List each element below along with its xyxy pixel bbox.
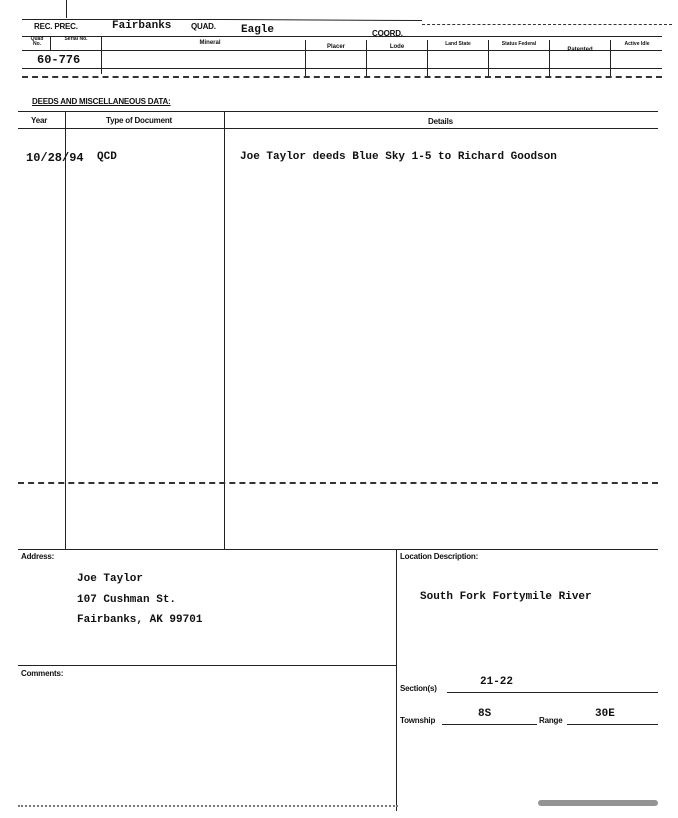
range-value: 30E — [595, 708, 615, 720]
col-land-state: Land State — [445, 41, 471, 47]
deed-details: Joe Taylor deeds Blue Sky 1-5 to Richard Goodson — [240, 151, 557, 163]
col-status-federal: Status Federal — [501, 41, 537, 47]
address-label: Address: — [21, 552, 55, 561]
location-value: South Fork Fortymile River — [420, 591, 592, 603]
deed-year: 10/28/94 — [26, 151, 84, 165]
coord-label: COORD. — [372, 29, 403, 38]
col-serial-no: Serial No. — [64, 36, 88, 42]
header-row-line-3 — [22, 68, 662, 69]
col-patented: Patented — [567, 47, 593, 53]
col-active-idle: Active Idle — [624, 41, 650, 47]
township-label: Township — [400, 716, 436, 725]
address-line-1: Joe Taylor — [77, 573, 144, 585]
col-details: Details — [428, 117, 453, 126]
col-sep-patented — [610, 40, 611, 76]
lower-center-divider — [396, 549, 397, 811]
col-mineral: Mineral — [199, 40, 221, 46]
rec-prec-value: Fairbanks — [112, 20, 172, 32]
header-dash-line — [22, 76, 662, 78]
comments-label: Comments: — [21, 669, 64, 678]
scan-noise-line — [18, 805, 398, 807]
section-label: Section(s) — [400, 684, 437, 693]
col-sep-lode — [427, 40, 428, 76]
header-top-line-right — [222, 19, 422, 21]
address-bottom-line — [18, 665, 396, 666]
col-quad-no: Quad No. — [30, 36, 44, 47]
header-row-line-1 — [22, 36, 662, 37]
col-sep-status — [549, 40, 550, 76]
col-year: Year — [31, 116, 48, 125]
quad-value: Eagle — [241, 24, 275, 36]
col-sep-serial — [101, 36, 102, 74]
scan-noise-smudge — [538, 800, 658, 806]
township-value: 8S — [478, 708, 492, 720]
address-line-2: 107 Cushman St. — [77, 594, 177, 606]
range-label: Range — [539, 716, 563, 725]
deed-type: QCD — [97, 151, 117, 163]
deeds-header-line — [18, 128, 658, 129]
section-value: 21-22 — [480, 676, 514, 688]
deeds-dash-line — [18, 482, 658, 484]
location-label: Location Description: — [400, 552, 479, 561]
rec-prec-label: REC. PREC. — [34, 22, 78, 31]
quad-no-value: 60-776 — [37, 53, 81, 67]
address-line-3: Fairbanks, AK 99701 — [77, 614, 203, 626]
header-top-line — [22, 19, 222, 20]
deeds-title: DEEDS AND MISCELLANEOUS DATA: — [32, 97, 171, 106]
section-underline — [447, 678, 658, 693]
deeds-top-line — [18, 111, 658, 112]
quad-label: QUAD. — [191, 22, 216, 31]
col-placer: Placer — [326, 44, 345, 50]
col-sep-land — [488, 40, 489, 76]
deeds-bottom-line — [18, 549, 658, 550]
header-top-dash — [422, 24, 672, 25]
col-type: Type of Document — [106, 116, 172, 125]
top-tick — [66, 0, 67, 18]
col-sep-quad — [50, 36, 51, 50]
col-lode: Lode — [389, 44, 405, 50]
